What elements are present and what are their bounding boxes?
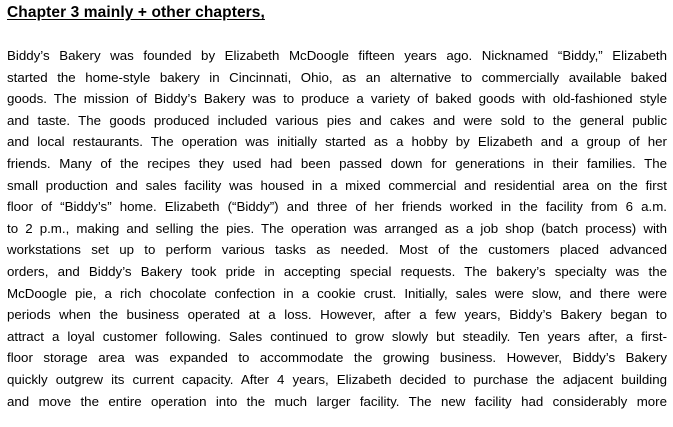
paragraph-line: floor storage area was expanded to accommodate the growing business. However, Biddy’s Bakery bbox=[7, 350, 667, 366]
paragraph-line: workstations set up to perform various tasks as needed. Most of the customers placed advanced bbox=[7, 242, 667, 258]
paragraph-line: to 2 p.m., making and selling the pies. The operation was arranged as a job shop (batch process) with bbox=[7, 220, 667, 236]
paragraph-line: started the home-style bakery in Cincinnati, Ohio, as an alternative to commercially available baked bbox=[7, 69, 667, 85]
paragraph-line: friends. Many of the recipes they used had been passed down for generations in their families. The bbox=[7, 155, 667, 171]
paragraph-line: and taste. The goods produced included various pies and cakes and were sold to the general public bbox=[7, 112, 667, 128]
paragraph-line: McDoogle pie, a rich chocolate confection in a cookie crust. Initially, sales were slow, and there were bbox=[7, 285, 667, 301]
paragraph-line: small production and sales facility was housed in a mixed commercial and residential area on the first bbox=[7, 177, 667, 193]
paragraph-line: orders, and Biddy’s Bakery took pride in accepting special requests. The bakery’s specialty was the bbox=[7, 263, 667, 279]
document-body bbox=[7, 45, 667, 412]
paragraph-line: attract a loyal customer following. Sales continued to grow slowly but steadily. Ten years after, a first- bbox=[7, 328, 667, 344]
paragraph-line: Biddy’s Bakery was founded by Elizabeth McDoogle fifteen years ago. Nicknamed “Biddy,” Elizabeth bbox=[7, 48, 667, 63]
paragraph-line: and move the entire operation into the much larger facility. The new facility had considerably more bbox=[7, 393, 667, 409]
paragraph-line: and local restaurants. The operation was initially started as a hobby by Elizabeth and a group of her bbox=[7, 134, 667, 150]
document-heading: Chapter 3 mainly + other chapters, bbox=[7, 4, 265, 21]
paragraph-line: floor of “Biddy’s” home. Elizabeth (“Biddy”) and three of her friends worked in the facility from 6 a.m. bbox=[7, 199, 667, 215]
paragraph-line: goods. The mission of Biddy’s Bakery was to produce a variety of baked goods with old-fashioned style bbox=[7, 91, 667, 107]
paragraph-line: periods when the business operated at a loss. However, after a few years, Biddy’s Bakery began to bbox=[7, 307, 667, 323]
paragraph-line: quickly outgrew its current capacity. After 4 years, Elizabeth decided to purchase the adjacent building bbox=[7, 371, 667, 387]
